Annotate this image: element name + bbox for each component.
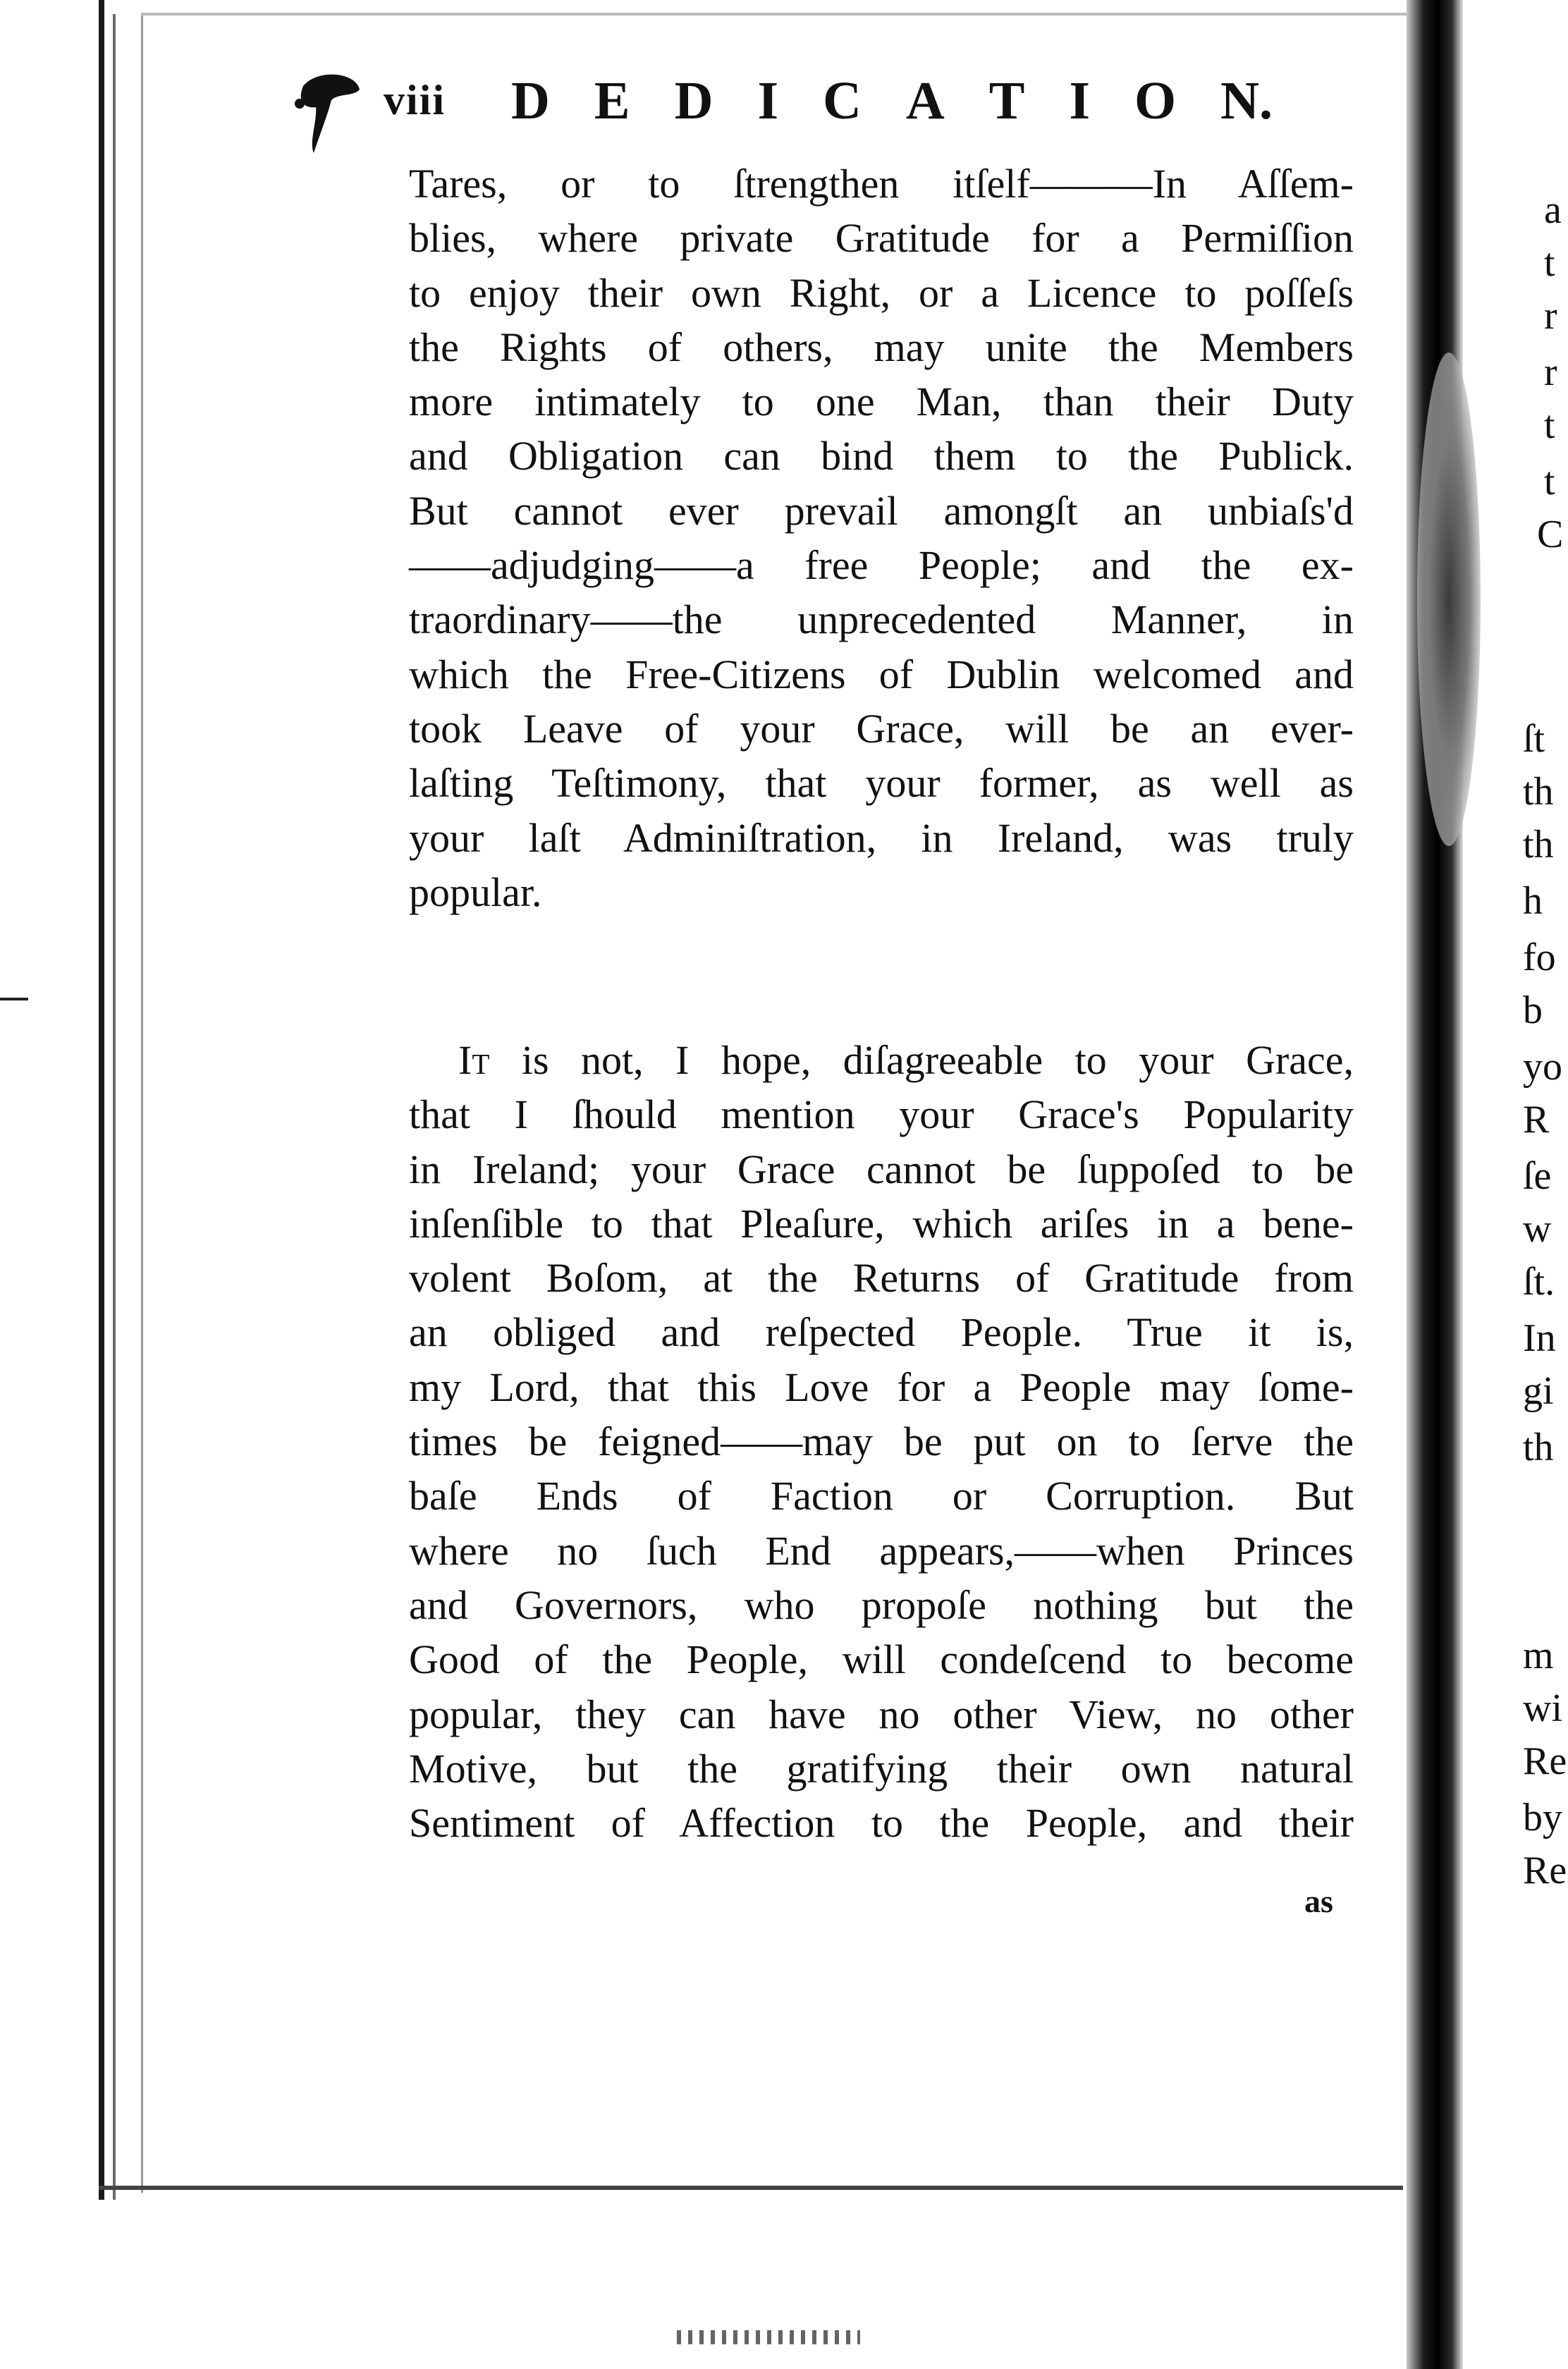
page-edge-line	[141, 14, 143, 2193]
text-line: took Leave of your Grace, will be an ever-	[409, 705, 1354, 752]
text-line: popular.	[409, 869, 542, 915]
facing-page-fragment: C	[1537, 513, 1564, 556]
text-line: popular, they can have no other View, no other	[409, 1691, 1354, 1737]
text-line	[409, 1033, 1354, 1087]
facing-page-fragment: m	[1523, 1634, 1554, 1677]
running-head-letter: N.	[1220, 71, 1273, 130]
text-line: ——adjudging——a free People; and the ex-	[409, 542, 1354, 589]
text-line: inſenſible to that Pleaſure, which ariſes in a bene-	[409, 1200, 1354, 1247]
facing-page-fragment: ſe	[1523, 1154, 1552, 1198]
running-head-letter: A	[905, 71, 945, 130]
text-line: laſting Teſtimony, that your former, as well as	[409, 760, 1354, 807]
running-head-letter: T	[988, 71, 1025, 130]
facing-page-fragment: a	[1544, 188, 1562, 232]
facing-page-fragment: h	[1523, 879, 1543, 923]
text-line: Sentiment of Affection to the People, and their	[409, 1800, 1354, 1847]
book-gutter	[1407, 0, 1463, 2369]
text-line: blies, where private Gratitude for a Permiſſion	[409, 215, 1354, 262]
text-line: where no ſuch End appears,——when Princes	[409, 1527, 1354, 1574]
scan-specks	[677, 2330, 860, 2344]
text-line: times be feigned——may be put on to ſerve the	[409, 1419, 1354, 1465]
facing-page-fragment: yo	[1523, 1045, 1562, 1089]
text-line: Good of the People, will condeſcend to become	[409, 1636, 1354, 1683]
page-bottom-edge	[99, 2186, 1403, 2190]
facing-page-fragment: Re	[1523, 1739, 1567, 1783]
text-line: your laſt Adminiſtration, in Ireland, was truly	[409, 814, 1354, 861]
opening-word: It	[458, 1037, 490, 1083]
page-top-edge	[141, 13, 1410, 16]
text-line: and Governors, who propoſe nothing but the	[409, 1581, 1354, 1628]
facing-page-fragment: gi	[1523, 1369, 1554, 1413]
running-head	[511, 71, 1273, 132]
running-head-letter: C	[823, 71, 862, 130]
facing-page-fragment: In	[1523, 1316, 1556, 1360]
running-head-letter: E	[594, 71, 630, 130]
text-line: Tares, or to ſtrengthen itſelf———In Aſſem-	[409, 161, 1354, 207]
text-line: and Obligation can bind them to the Publick.	[409, 433, 1354, 479]
text-line: But cannot ever prevail amongſt an unbiaſs'd	[409, 487, 1354, 534]
facing-page-fragment: th	[1523, 1426, 1554, 1469]
facing-page-fragment: t	[1544, 460, 1555, 503]
text-line: volent Boſom, at the Returns of Gratitude from	[409, 1255, 1354, 1302]
text-line: my Lord, that this Love for a People may ſome-	[409, 1364, 1354, 1410]
running-head-letter: D	[674, 71, 713, 130]
scan-mark	[0, 998, 28, 1000]
running-head-letter: D	[511, 71, 550, 130]
paper-stain	[1417, 353, 1481, 846]
facing-page-fragment: t	[1544, 241, 1555, 285]
running-head-letter: I	[757, 71, 779, 130]
facing-page-fragment: r	[1544, 294, 1557, 338]
catchword: as	[1304, 1883, 1333, 1919]
paragraph-1	[409, 157, 1354, 919]
running-head-letter: I	[1069, 71, 1091, 130]
text-line: in Ireland; your Grace cannot be ſuppoſed to be	[409, 1146, 1354, 1192]
ink-blot-icon	[289, 65, 367, 164]
text-line-rest: is not, I hope, diſagreeable to your Grace,	[489, 1037, 1354, 1083]
facing-page-fragment: w	[1523, 1207, 1552, 1251]
scan-edge-line	[113, 14, 116, 2200]
facing-page-fragment: ſt	[1523, 717, 1545, 761]
facing-page-fragment: r	[1544, 350, 1557, 394]
text-line: which the Free-Citizens of Dublin welcomed and	[409, 651, 1354, 697]
facing-page-fragment: wi	[1523, 1687, 1562, 1730]
text-line: an obliged and reſpected People. True it is,	[409, 1309, 1354, 1356]
text-line: traordinary——the unprecedented Manner, in	[409, 596, 1354, 643]
paragraph-2	[409, 1033, 1354, 1850]
scan-edge-shadow	[99, 0, 104, 2200]
facing-page-fragment: th	[1523, 823, 1554, 867]
text-line: baſe Ends of Faction or Corruption. But	[409, 1473, 1354, 1519]
facing-page-fragment: R	[1523, 1098, 1550, 1141]
facing-page-fragment: by	[1523, 1796, 1562, 1840]
text-line: more intimately to one Man, than their Duty	[409, 379, 1354, 425]
facing-page-fragment: Re	[1523, 1849, 1567, 1892]
text-line: Motive, but the gratifying their own natural	[409, 1745, 1354, 1792]
facing-page-fragment: b	[1523, 988, 1543, 1032]
facing-page-fragment: t	[1544, 403, 1555, 447]
text-line: that I ſhould mention your Grace's Popularity	[409, 1091, 1354, 1138]
facing-page-fragment: th	[1523, 770, 1554, 814]
text-line: to enjoy their own Right, or a Licence to poſſeſs	[409, 269, 1354, 316]
page-number: viii	[384, 77, 446, 123]
text-line: the Rights of others, may unite the Members	[409, 324, 1354, 370]
facing-page-fragment: fo	[1523, 936, 1556, 979]
facing-page-fragment: ſt.	[1523, 1260, 1555, 1304]
running-head-letter: O	[1134, 71, 1177, 130]
